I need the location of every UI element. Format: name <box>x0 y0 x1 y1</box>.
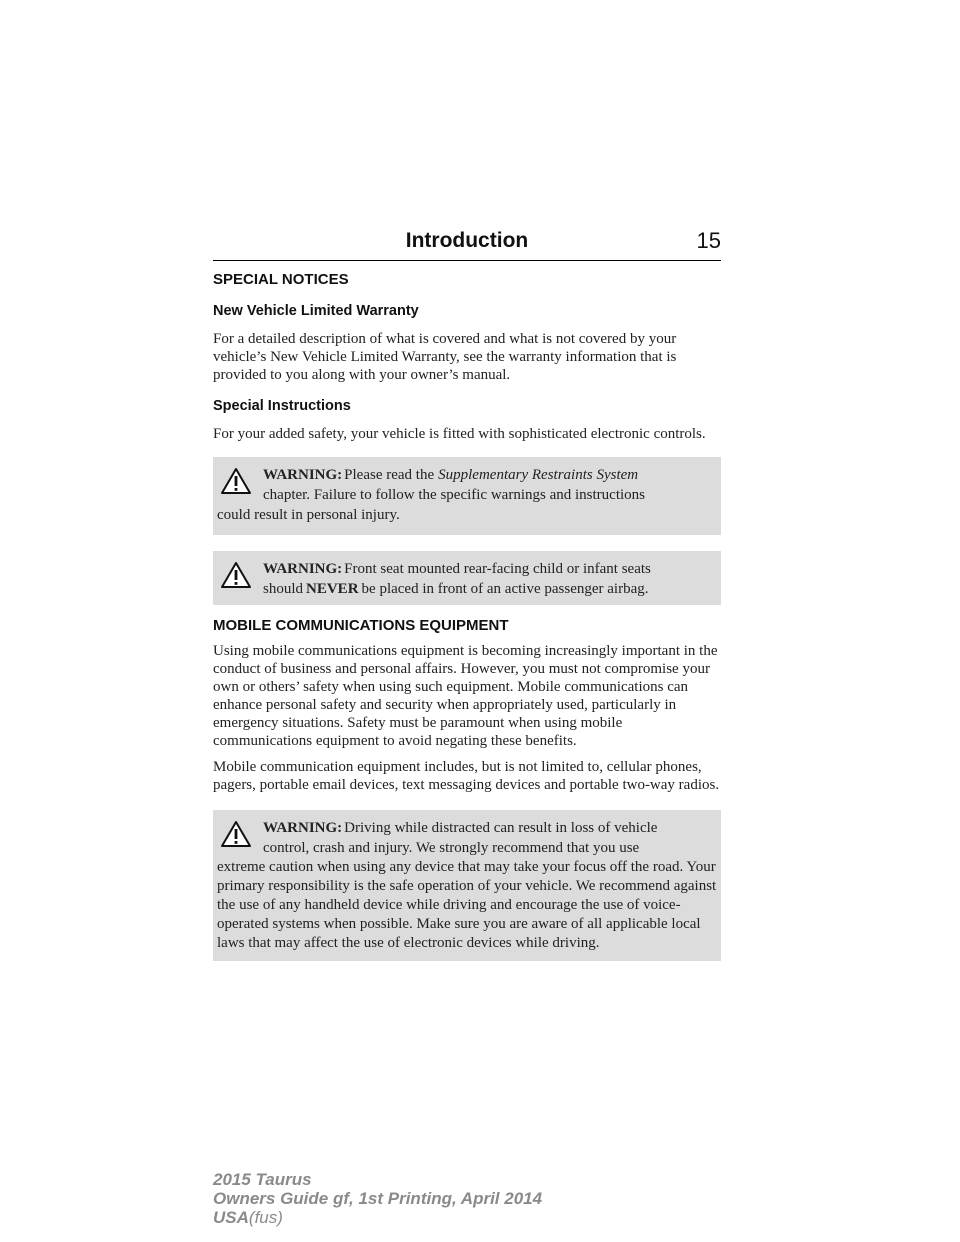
warning-text-part: Please read the <box>344 467 435 483</box>
instructions-heading: Special Instructions <box>213 398 351 414</box>
chapter-reference: Supplementary Restraints System <box>438 467 639 483</box>
warning-line: extreme caution when using any device that may take your focus off the road. Your primary responsibility is the safe operation of your vehicle. We recommend against the use of any handheld device while driving and encourage the use of voice-operated systems when possible. Make sure you are aware of all applicable local laws that may affect the use of electronic devices while driving. <box>217 859 717 951</box>
footer-market-line <box>213 1208 542 1227</box>
warning-box-child-seats <box>213 551 721 605</box>
page-footer <box>213 1170 542 1227</box>
warning-label: WARNING: <box>263 467 343 483</box>
warning-label: WARNING: <box>263 561 343 577</box>
warning-text-part: Front seat mounted rear-facing child or infant seats <box>344 561 651 577</box>
warning-text <box>217 818 717 953</box>
warning-box-distraction <box>213 810 721 961</box>
emphasis-never: NEVER <box>306 581 359 597</box>
footer-guide: Owners Guide gf, 1st Printing, April 2014 <box>213 1189 543 1208</box>
warning-triangle-icon <box>220 467 252 495</box>
mobile-paragraph-1: Using mobile communications equipment is becoming increasingly important in the conduct of business and personal affairs. However, you must not compromise your own or others’ safety when using such equipment. Mobile communications can enhance personal safety and security when appropriately used, particularly in emergency situations. Safety must be paramount when using mobile communications equipment to avoid negating these benefits. <box>213 643 718 749</box>
warning-text-part: should <box>263 581 304 597</box>
warning-line: control, crash and injury. We strongly recommend that you use <box>263 840 640 856</box>
mobile-heading: MOBILE COMMUNICATIONS EQUIPMENT <box>213 617 509 634</box>
warning-triangle-icon <box>220 561 252 589</box>
page-number: 15 <box>696 228 721 253</box>
warning-text-part: Driving while distracted can result in loss of vehicle <box>344 820 658 836</box>
warranty-heading: New Vehicle Limited Warranty <box>213 303 419 319</box>
warranty-paragraph: For a detailed description of what is covered and what is not covered by your vehicle’s New Vehicle Limited Warranty, see the warranty information that is provided to you along with your owner’s manual. <box>213 331 677 383</box>
mobile-paragraph-2: Mobile communication equipment includes, but is not limited to, cellular phones, pagers, portable email devices, text messaging devices and portable two-way radios. <box>213 759 720 793</box>
warning-text <box>217 465 717 525</box>
footer-market: USA <box>213 1208 249 1227</box>
footer-code: (fus) <box>248 1208 283 1227</box>
section-title: Introduction <box>405 229 529 252</box>
warning-box-restraints <box>213 457 721 535</box>
page-content <box>213 268 721 961</box>
warning-triangle-icon <box>220 820 252 848</box>
instructions-paragraph: For your added safety, your vehicle is fitted with sophisticated electronic controls. <box>213 426 706 442</box>
warning-line: could result in personal injury. <box>217 507 400 523</box>
warning-line: chapter. Failure to follow the specific warnings and instructions <box>263 487 645 503</box>
warning-text-part: be placed in front of an active passenger airbag. <box>361 581 649 597</box>
warning-label: WARNING: <box>263 820 343 836</box>
page-header <box>213 226 721 261</box>
warning-text <box>217 559 717 599</box>
special-notices-heading: SPECIAL NOTICES <box>213 271 349 288</box>
footer-model: 2015 Taurus <box>213 1170 312 1189</box>
